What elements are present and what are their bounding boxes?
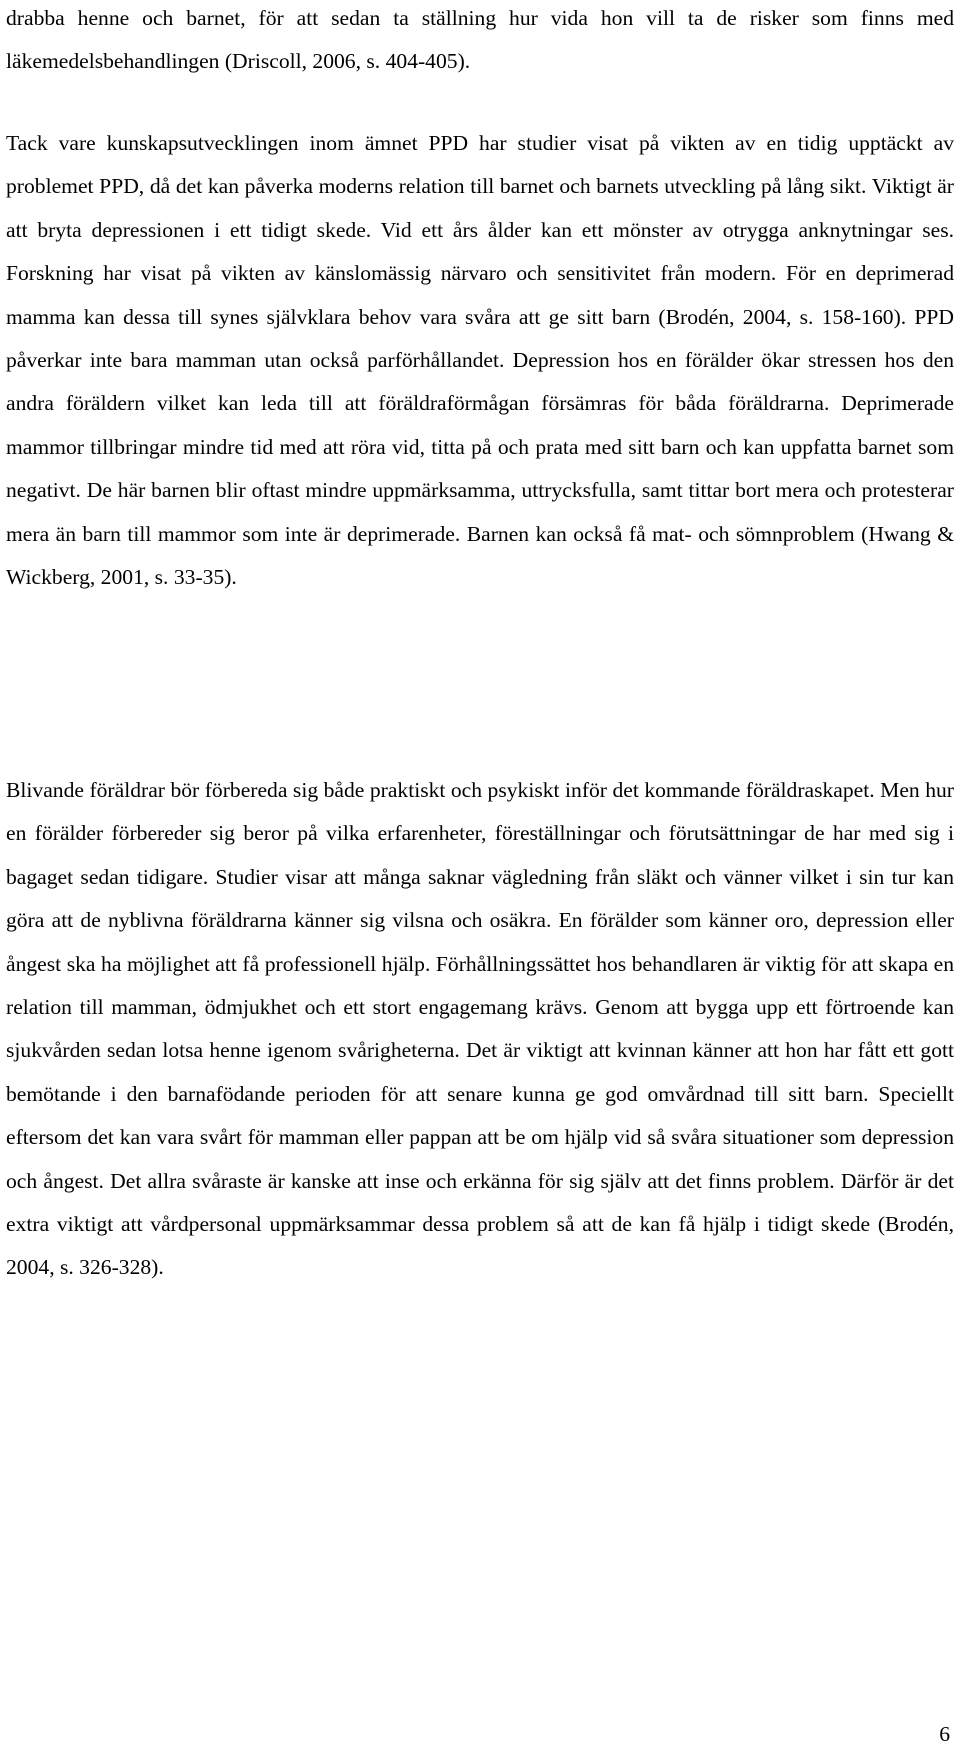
paragraph-continuation: drabba henne och barnet, för att sedan ta ställning hur vida hon vill ta de risker som finns med läkemedelsbehandlingen (Driscoll, 2006, s. 404-405). xyxy=(6,6,954,74)
paragraph-ppd-effects: Tack vare kunskapsutvecklingen inom ämnet PPD har studier visat på vikten av en tidig upptäckt av problemet PPD, då det kan påverka moderns relation till barnet och barnets utveckling på lång sikt. Viktigt är att bryta depressionen i ett tidigt skede. Vid ett års ålder kan ett mönster av otrygga anknytningar ses. Forskning har visat på vikten av känslomässig närvaro och sensitivitet från modern. För en deprimerad mamma kan dessa till synes självklara behov vara svåra att ge sitt barn (Brodén, 2004, s. 158-160). PPD påverkar inte bara mamman utan också parförhållandet. Depression hos en förälder ökar stressen hos den andra föräldern vilket kan leda till att föräldraförmågan försämras för båda föräldrarna. Deprimerade mammor tillbringar mindre tid med att röra vid, titta på och prata med sitt barn och kan uppfatta barnet som negativt. De här barnen blir oftast mindre uppmärksamma, uttrycksfulla, samt tittar bort mera och protesterar mera än barn till mammor som inte är deprimerade. Barnen kan också få mat- och sömnproblem (Hwang & Wickberg, 2001, s. 33-35). xyxy=(6,131,954,590)
document-page xyxy=(6,0,954,1758)
paragraph-parent-preparation: Blivande föräldrar bör förbereda sig både praktiskt och psykiskt inför det kommande föräldraskapet. Men hur en förälder förbereder sig beror på vilka erfarenheter, föreställningar och förutsättningar de har med sig i bagaget sedan tidigare. Studier visar att många saknar vägledning från släkt och vänner vilket i sin tur kan göra att de nyblivna föräldrarna känner sig vilsna och osäkra. En förälder som känner oro, depression eller ångest ska ha möjlighet att få professionell hjälp. Förhållningssättet hos behandlaren är viktig för att skapa en relation till mamman, ödmjukhet och ett stort engagemang krävs. Genom att bygga upp ett förtroende kan sjukvården sedan lotsa henne igenom svårigheterna. Det är viktigt att kvinnan känner att hon har fått ett gott bemötande i den barnafödande perioden för att senare kunna ge god omvårdnad till sitt barn. Speciellt eftersom det kan vara svårt för mamman eller pappan att be om hjälp vid så svåra situationer som depression och ångest. Det allra svåraste är kanske att inse och erkänna för sig själv att det finns problem. Därför är det extra viktigt att vårdpersonal uppmärksammar dessa problem så att de kan få hjälp i tidigt skede (Brodén, 2004, s. 326-328). xyxy=(6,778,954,1280)
page-number: 6 xyxy=(939,1722,950,1746)
